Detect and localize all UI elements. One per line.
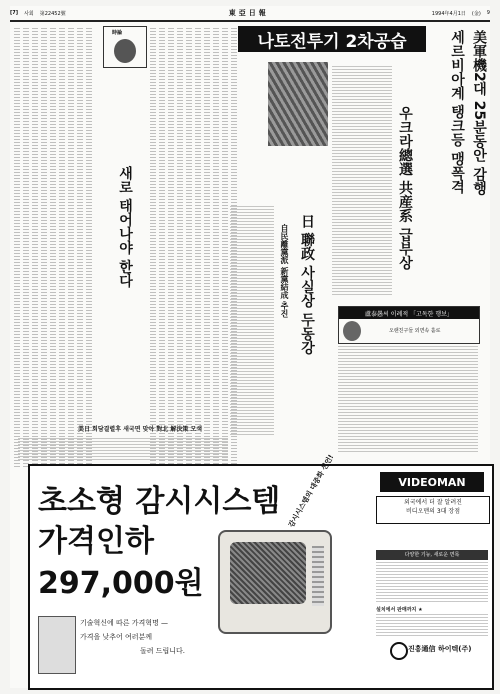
japan-subheadline: 自民離黨派 新黨結成 추진 bbox=[280, 224, 289, 318]
top-headline: 나토전투기 2차공습 bbox=[238, 26, 426, 52]
text-column bbox=[204, 28, 210, 468]
profile-photo bbox=[343, 321, 361, 341]
bottom-left-caption: 美日 회담결렬후 새국면 맞아 對北 解決策 모색 bbox=[77, 426, 203, 433]
bottom-left-text bbox=[18, 438, 228, 460]
ad-list-title-2: 설치에서 판매까지 ★ bbox=[376, 607, 423, 613]
column-logo-box bbox=[103, 26, 147, 68]
left-vertical-headline: 새로 태어나야 한다 bbox=[117, 166, 133, 288]
left-text-columns bbox=[14, 28, 92, 468]
ad-bottom-text-3: 돌려 드립니다. bbox=[140, 647, 186, 655]
ad-list-text-2 bbox=[376, 614, 488, 636]
tv-screen bbox=[230, 542, 306, 604]
ad-bottom-text-2: 가격을 낮추어 여러분께 bbox=[80, 633, 153, 641]
tv-controls bbox=[312, 546, 324, 606]
japan-headline: 日 聯政 사실상 두동강 bbox=[299, 214, 315, 355]
text-column bbox=[77, 28, 83, 468]
ad-right-heading bbox=[376, 496, 490, 524]
page-number: [7] bbox=[10, 10, 19, 16]
text-column bbox=[213, 28, 219, 468]
ad-headline-1: 초소형 감시시스템 bbox=[38, 484, 281, 519]
profile-box-title: 盧泰愚씨 이례적 「고독한 행보」 bbox=[339, 307, 479, 319]
mid-text-columns bbox=[150, 28, 237, 468]
text-column bbox=[32, 28, 38, 468]
text-column bbox=[41, 28, 47, 468]
japan-text-block bbox=[230, 206, 274, 436]
ad-bottom-text-1: 기술혁신에 따른 가격혁명 — bbox=[80, 619, 169, 627]
text-column bbox=[59, 28, 65, 468]
text-column bbox=[86, 28, 92, 468]
weekday: (金) bbox=[471, 10, 481, 17]
news-photo bbox=[268, 62, 328, 146]
company-logo-icon bbox=[390, 642, 408, 660]
columnist-photo bbox=[114, 39, 136, 63]
ad-product-card bbox=[38, 616, 76, 674]
ad-headline-2: 가격인하 bbox=[38, 524, 154, 559]
text-column bbox=[159, 28, 165, 468]
text-column bbox=[222, 28, 228, 468]
issue-date: 1994年4月1日 bbox=[431, 10, 466, 17]
text-column bbox=[14, 28, 20, 468]
ad-slant-text: 감시시스템의 대중화 선언! bbox=[287, 453, 336, 529]
page-number-right: 9 bbox=[486, 10, 490, 16]
newspaper-page bbox=[10, 6, 490, 688]
ad-list-title: 다양한 기능, 새로운 면목 bbox=[376, 550, 488, 560]
profile-box bbox=[338, 306, 480, 344]
ad-right-text-1: 외국에서 더 잘 알려진 bbox=[404, 499, 462, 506]
text-column bbox=[195, 28, 201, 468]
right-text-block bbox=[332, 66, 392, 296]
ad-list-text bbox=[376, 562, 488, 602]
text-column bbox=[186, 28, 192, 468]
issue-number: 第22452號 bbox=[39, 10, 66, 17]
mid-vertical-headline: 우크라總選 共産系 급부상 bbox=[397, 106, 413, 270]
text-column bbox=[68, 28, 74, 468]
ad-price: 297,000원 bbox=[38, 566, 204, 601]
advertisement bbox=[28, 453, 494, 690]
profile-box-subtitle: 오랜친구들 외면속 홀로 bbox=[389, 328, 441, 334]
text-column bbox=[177, 28, 183, 468]
text-column bbox=[168, 28, 174, 468]
text-column bbox=[150, 28, 156, 468]
ad-right-text-2: 비디오맨의 3대 장점 bbox=[405, 508, 460, 515]
column-logo-label: 時論 bbox=[112, 30, 123, 36]
tv-monitor-image bbox=[218, 530, 332, 634]
page-header bbox=[10, 6, 490, 22]
ad-company: 진흥通信 하이텍(주) bbox=[408, 645, 472, 653]
right-headline-2: 세르비아계 탱크등 맹폭격 bbox=[449, 30, 465, 194]
profile-text-block bbox=[338, 346, 478, 454]
ad-brand: VIDEOMAN bbox=[380, 472, 484, 492]
text-column bbox=[23, 28, 29, 468]
section-label: 사회 bbox=[24, 10, 34, 17]
right-headline-1: 美軍機2대 25분동안 감행 bbox=[471, 30, 487, 195]
text-column bbox=[50, 28, 56, 468]
masthead: 東亞日報 bbox=[228, 8, 269, 17]
